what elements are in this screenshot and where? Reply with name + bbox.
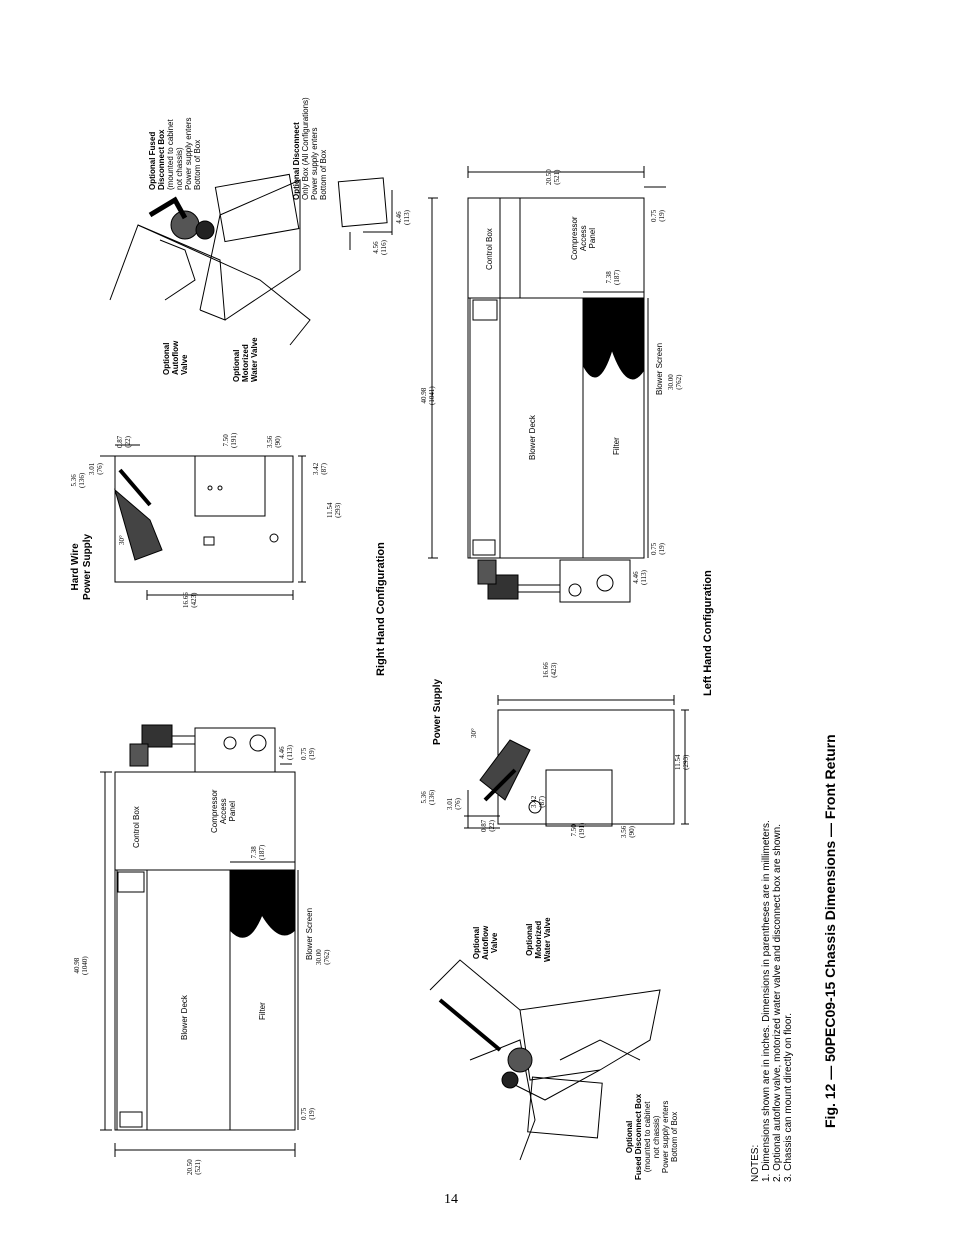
rh-disconnect-only-label: Optional Disconnect Only Box (All Configurations) Power supply enters Bottom of Box bbox=[292, 97, 328, 200]
lh-motorized-label: Optional Motorized Water Valve bbox=[525, 917, 552, 962]
lh-dim-356: 3.56 (90) bbox=[620, 825, 636, 838]
lh-dim-width: 20.50 (521) bbox=[545, 169, 561, 185]
lh-compressor-label: Compressor Access Panel bbox=[570, 216, 597, 260]
rh-dim-750: 7.50 (191) bbox=[222, 432, 238, 448]
rh-dim-301: 3.01 (76) bbox=[88, 462, 104, 475]
rh-motorized-label: Optional Motorized Water Valve bbox=[232, 337, 259, 382]
rh-dim-087: 0.87 (22) bbox=[116, 435, 132, 448]
rh-blower-deck-label: Blower Deck bbox=[180, 995, 189, 1040]
rh-dim-356: 3.56 (90) bbox=[266, 435, 282, 448]
note-item: 3. Chassis can mount directly on floor. bbox=[783, 1013, 794, 1182]
rh-iso-dim-456: 4.56 (116) bbox=[372, 240, 388, 255]
lh-dim-screen: 30.00 (762) bbox=[667, 374, 683, 390]
rh-control-box-label: Control Box bbox=[132, 806, 141, 848]
rh-dim-536: 5.36 (136) bbox=[70, 472, 86, 488]
lh-dim-1666: 16.66 (423) bbox=[542, 662, 558, 678]
rh-dim-screen: 30.00 (762) bbox=[315, 949, 331, 965]
note-item: 1. Dimensions shown are in inches. Dimensions in parentheses are in millimeters. bbox=[761, 820, 772, 1182]
lh-control-box-label: Control Box bbox=[485, 228, 494, 270]
lh-front-view bbox=[428, 166, 666, 602]
rh-filter-label: Filter bbox=[258, 1002, 267, 1020]
notes-heading: NOTES: bbox=[750, 1144, 761, 1182]
notes-block bbox=[750, 820, 794, 1182]
lh-dim-446: 4.46 (113) bbox=[632, 570, 648, 585]
rh-autoflow-label: Optional Autoflow Valve bbox=[162, 340, 189, 375]
rh-dim-075b: 0.75 (19) bbox=[300, 1107, 316, 1120]
rh-fused-box-label: Optional Fused Disconnect Box (mounted to cabinet not chassis) Power supply enters Bottom of Box bbox=[148, 117, 202, 190]
rh-dim-075a: 0.75 (19) bbox=[300, 747, 316, 760]
note-item: 2. Optional autoflow valve, motorized water valve and disconnect box are shown. bbox=[772, 824, 783, 1182]
rh-power-supply-label: Hard Wire Power Supply bbox=[70, 533, 93, 600]
lh-dim-750: 7.50 (191) bbox=[570, 822, 586, 838]
rh-blower-screen-label: Blower Screen bbox=[305, 907, 314, 960]
lh-filter-label: Filter bbox=[612, 437, 621, 455]
rh-iso-view bbox=[110, 174, 392, 345]
rh-dim-1666: 16.66 (423) bbox=[182, 592, 198, 608]
lh-dim-342: 3.42 (87) bbox=[530, 795, 546, 808]
lh-dim-301: 3.01 (76) bbox=[446, 797, 462, 810]
lh-blower-deck-label: Blower Deck bbox=[528, 415, 537, 460]
rh-iso-dim-446: 4.46 (113) bbox=[395, 210, 411, 225]
rh-dim-overall: 40.98 (1040) bbox=[73, 956, 89, 975]
rh-dim-446: 4.46 (113) bbox=[278, 745, 294, 760]
lh-dim-075b: 0.75 (19) bbox=[650, 209, 666, 222]
lh-power-supply-label: Power Supply bbox=[432, 678, 443, 745]
rh-dim-1154: 11.54 (293) bbox=[326, 502, 342, 518]
lh-angle: 30° bbox=[470, 728, 478, 738]
figure-title: Fig. 12 — 50PEC09-15 Chassis Dimensions — Front Return bbox=[822, 734, 838, 1128]
rh-dim-width: 20.50 (521) bbox=[186, 1159, 202, 1175]
lh-dim-075a: 0.75 (19) bbox=[650, 542, 666, 555]
lh-side-view bbox=[464, 695, 689, 828]
lh-autoflow-label: Optional Autoflow Valve bbox=[472, 925, 499, 960]
lh-dim-overall: 40.98 (1041) bbox=[420, 386, 436, 405]
rh-compressor-label: Compressor Access Panel bbox=[210, 789, 237, 833]
lh-dim-1154: 11.54 (293) bbox=[674, 754, 690, 770]
lh-dim-087: 0.87 (22) bbox=[480, 819, 496, 832]
lh-dim-536: 5.36 (136) bbox=[420, 789, 436, 805]
rh-side-view bbox=[100, 445, 306, 600]
right-hand-config-label: Right Hand Configuration bbox=[375, 542, 387, 676]
lh-dim-738: 7.38 (187) bbox=[605, 269, 621, 285]
lh-fused-box-label: Optional Fused Disconnect Box (mounted to cabinet not chassis) Power supply enters Bottom of Box bbox=[625, 1093, 679, 1180]
rh-front-view bbox=[100, 725, 298, 1157]
rh-angle: 30° bbox=[118, 535, 126, 545]
rh-dim-738: 7.38 (187) bbox=[250, 844, 266, 860]
page-number: 14 bbox=[444, 1192, 458, 1207]
left-hand-config-label: Left Hand Configuration bbox=[702, 570, 714, 696]
rh-dim-342: 3.42 (87) bbox=[312, 462, 328, 475]
lh-blower-screen-label: Blower Screen bbox=[655, 342, 664, 395]
